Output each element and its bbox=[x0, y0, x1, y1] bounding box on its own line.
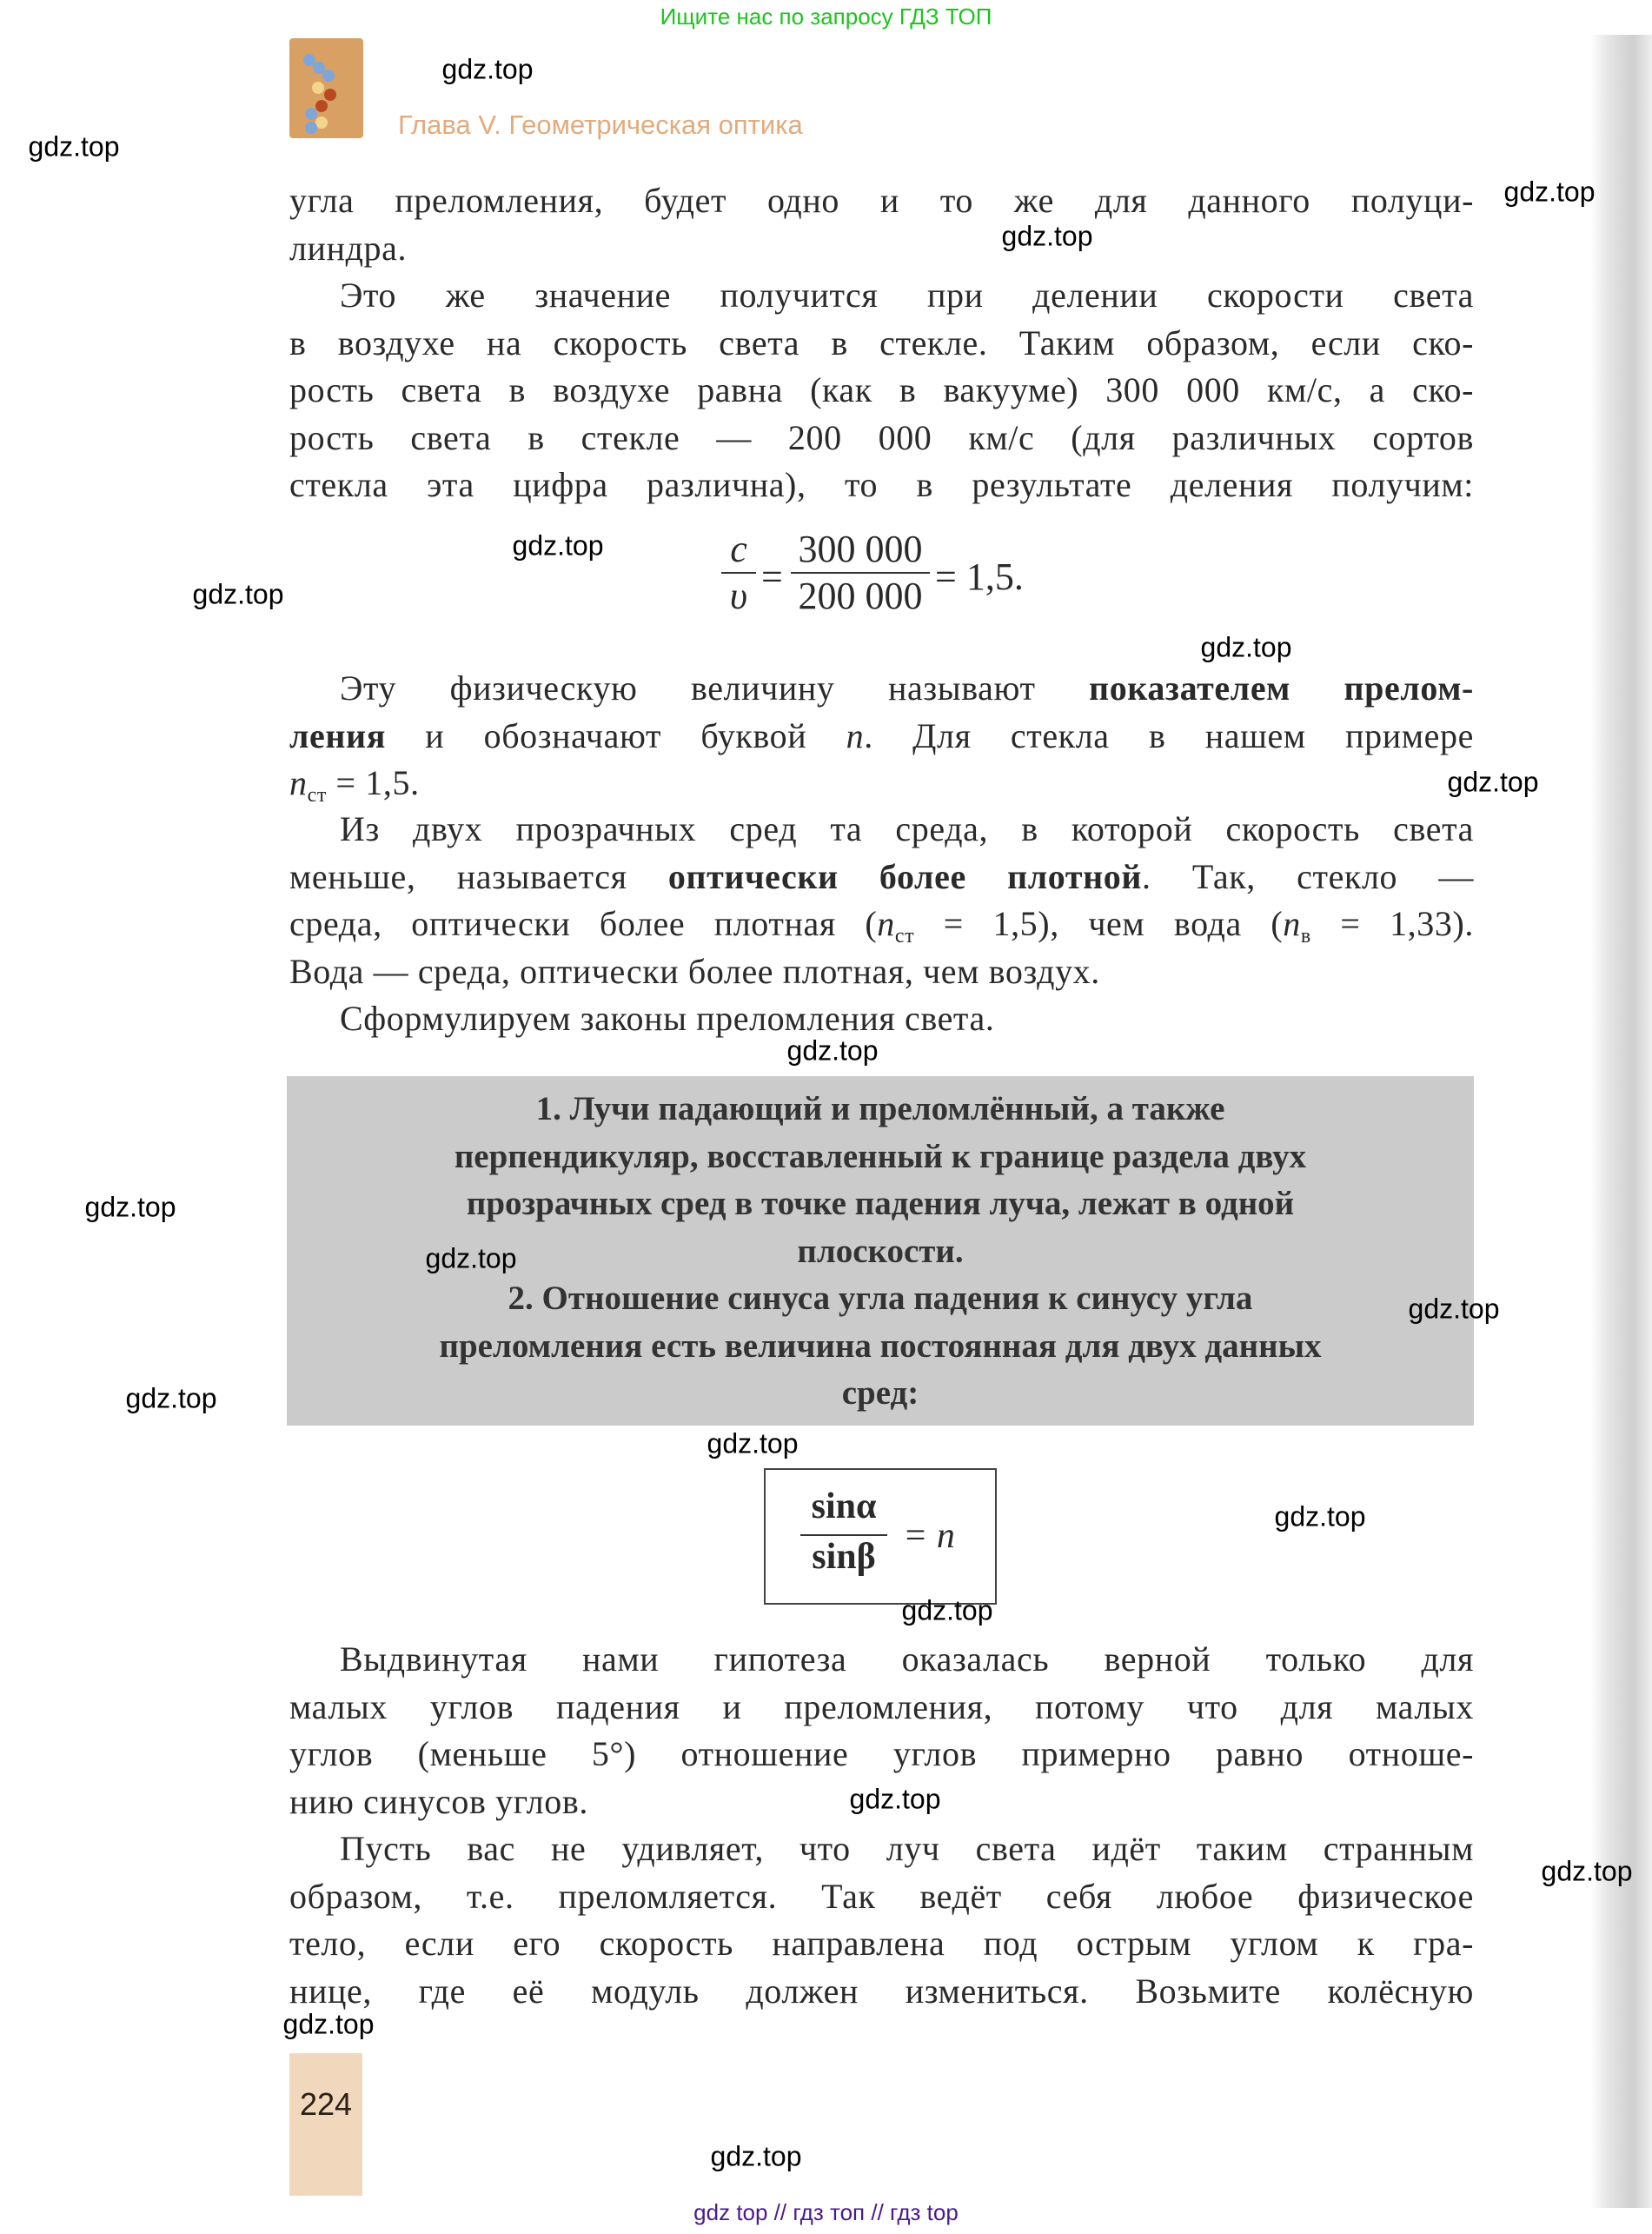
watermark-text: gdz.top bbox=[125, 1382, 217, 1414]
text-line: Выдвинутая нами гипотеза оказалась верной только для bbox=[340, 1639, 1474, 1679]
footer-links[interactable]: gdz top // гдз топ // гдз top bbox=[693, 2199, 959, 2225]
text-line: меньше, называется оптически более плотной. Так, стекло — bbox=[289, 856, 1475, 896]
watermark-text: gdz.top bbox=[901, 1594, 993, 1626]
text-line: среда, оптически более плотная $(n_{ст} = 1,5)$, чем вода $(n_в = 1,33)$. bbox=[289, 904, 1474, 947]
formula-c: c bbox=[730, 528, 747, 570]
chapter-logo bbox=[289, 38, 363, 138]
formula-result: = 1,5. bbox=[935, 555, 1024, 598]
formula-equals: = bbox=[761, 555, 783, 598]
text-line: Вода — среда, оптически более плотная, чем воздух. bbox=[289, 951, 1100, 991]
text-line: ления и обозначают буквой n. Для стекла в нашем примере bbox=[289, 715, 1474, 755]
watermark-text: gdz.top bbox=[28, 130, 120, 163]
formula-denominator: 200 000 bbox=[798, 575, 923, 617]
text-line: малых углов падения и преломления, потому что для малых bbox=[289, 1686, 1474, 1726]
formula-sin-alpha: sinα bbox=[800, 1486, 887, 1536]
formula-refractive-index bbox=[721, 527, 1086, 622]
page-number-tab bbox=[289, 2053, 362, 2196]
watermark-text: gdz.top bbox=[707, 1427, 799, 1459]
snell-law-formula-box bbox=[764, 1468, 997, 1605]
watermark-text: gdz.top bbox=[1200, 631, 1292, 663]
watermark-text: gdz.top bbox=[1503, 176, 1596, 208]
watermark-text: gdz.top bbox=[192, 578, 284, 610]
watermark-text: gdz.top bbox=[282, 2008, 375, 2040]
text-line: рость света в стекле — 200 000 км/с (для различных сортов bbox=[289, 417, 1474, 457]
law-line: 2. Отношение синуса угла падения к синусу угла bbox=[508, 1280, 1253, 1317]
watermark-text: gdz.top bbox=[849, 1783, 941, 1815]
text-line: $n_{ст} = 1,5$. bbox=[289, 763, 420, 807]
watermark-text: gdz.top bbox=[1447, 766, 1539, 798]
formula-numerator: 300 000 bbox=[791, 527, 930, 574]
watermark-text: gdz.top bbox=[1001, 220, 1093, 252]
text-line: тело, если его скорость направлена под острым углом к гра- bbox=[289, 1924, 1474, 1963]
watermark-text: gdz.top bbox=[1541, 1855, 1633, 1887]
law-line: плоскости. bbox=[797, 1232, 964, 1270]
paragraph-block-3 bbox=[289, 806, 1474, 1043]
text-line: углов (меньше 5°) отношение углов примерно равно отноше- bbox=[289, 1734, 1474, 1773]
formula-rhs: = n bbox=[903, 1516, 955, 1556]
watermark-text: gdz.top bbox=[1408, 1293, 1500, 1325]
watermark-text: gdz.top bbox=[425, 1242, 517, 1274]
watermark-text: gdz.top bbox=[512, 529, 604, 562]
text-line: нице, где её модуль должен измениться. Возьмите колёсную bbox=[289, 1971, 1474, 2011]
paragraph-block-4 bbox=[289, 1636, 1474, 2015]
text-line: в воздухе на скорость света в стекле. Таким образом, если ско- bbox=[289, 322, 1474, 362]
text-line: Из двух прозрачных сред та среда, в которой скорость света bbox=[340, 809, 1474, 848]
text-line: Сформулируем законы преломления света. bbox=[340, 999, 995, 1038]
page-number: 224 bbox=[299, 2086, 353, 2122]
law-line: перпендикуляр, восставленный к границе раздела двух bbox=[454, 1137, 1307, 1175]
chapter-title: Глава V. Геометрическая оптика bbox=[398, 110, 803, 140]
law-line: 1. Лучи падающий и преломлённый, а также bbox=[535, 1090, 1225, 1127]
formula-sin-beta: sinβ bbox=[812, 1537, 876, 1577]
text-line: угла преломления, будет одно и то же для данного полуци- bbox=[289, 181, 1474, 220]
paragraph-block-2 bbox=[289, 665, 1474, 808]
paragraph-block-1 bbox=[289, 177, 1474, 509]
text-line: Это же значение получится при делении скорости света bbox=[340, 276, 1474, 315]
text-line: образом, т.е. преломляется. Так ведёт себя любое физическое bbox=[289, 1876, 1474, 1916]
law-line: сред: bbox=[841, 1374, 919, 1412]
watermark-text: gdz.top bbox=[441, 53, 534, 85]
search-banner[interactable]: Ищите нас по запросу ГДЗ ТОП bbox=[660, 3, 992, 30]
formula-v: υ bbox=[729, 575, 748, 617]
watermark-text: gdz.top bbox=[786, 1034, 879, 1067]
text-line: Эту физическую величину называют показателем прелом- bbox=[340, 668, 1474, 708]
text-line: линдра. bbox=[289, 228, 408, 268]
watermark-text: gdz.top bbox=[710, 2140, 802, 2172]
text-line: Пусть вас не удивляет, что луч света идёт таким странным bbox=[340, 1829, 1474, 1868]
watermark-text: gdz.top bbox=[1274, 1500, 1366, 1533]
law-line: преломления есть величина постоянная для двух данных bbox=[439, 1326, 1322, 1365]
watermark-text: gdz.top bbox=[84, 1191, 176, 1223]
text-line: нию синусов углов. bbox=[289, 1781, 588, 1821]
law-line: прозрачных сред в точке падения луча, лежат в одной bbox=[466, 1185, 1295, 1222]
text-line: стекла эта цифра различна), то в результате деления получим: bbox=[289, 465, 1474, 504]
text-line: рость света в воздухе равна (как в вакууме) 300 000 км/с, а ско- bbox=[289, 370, 1474, 409]
